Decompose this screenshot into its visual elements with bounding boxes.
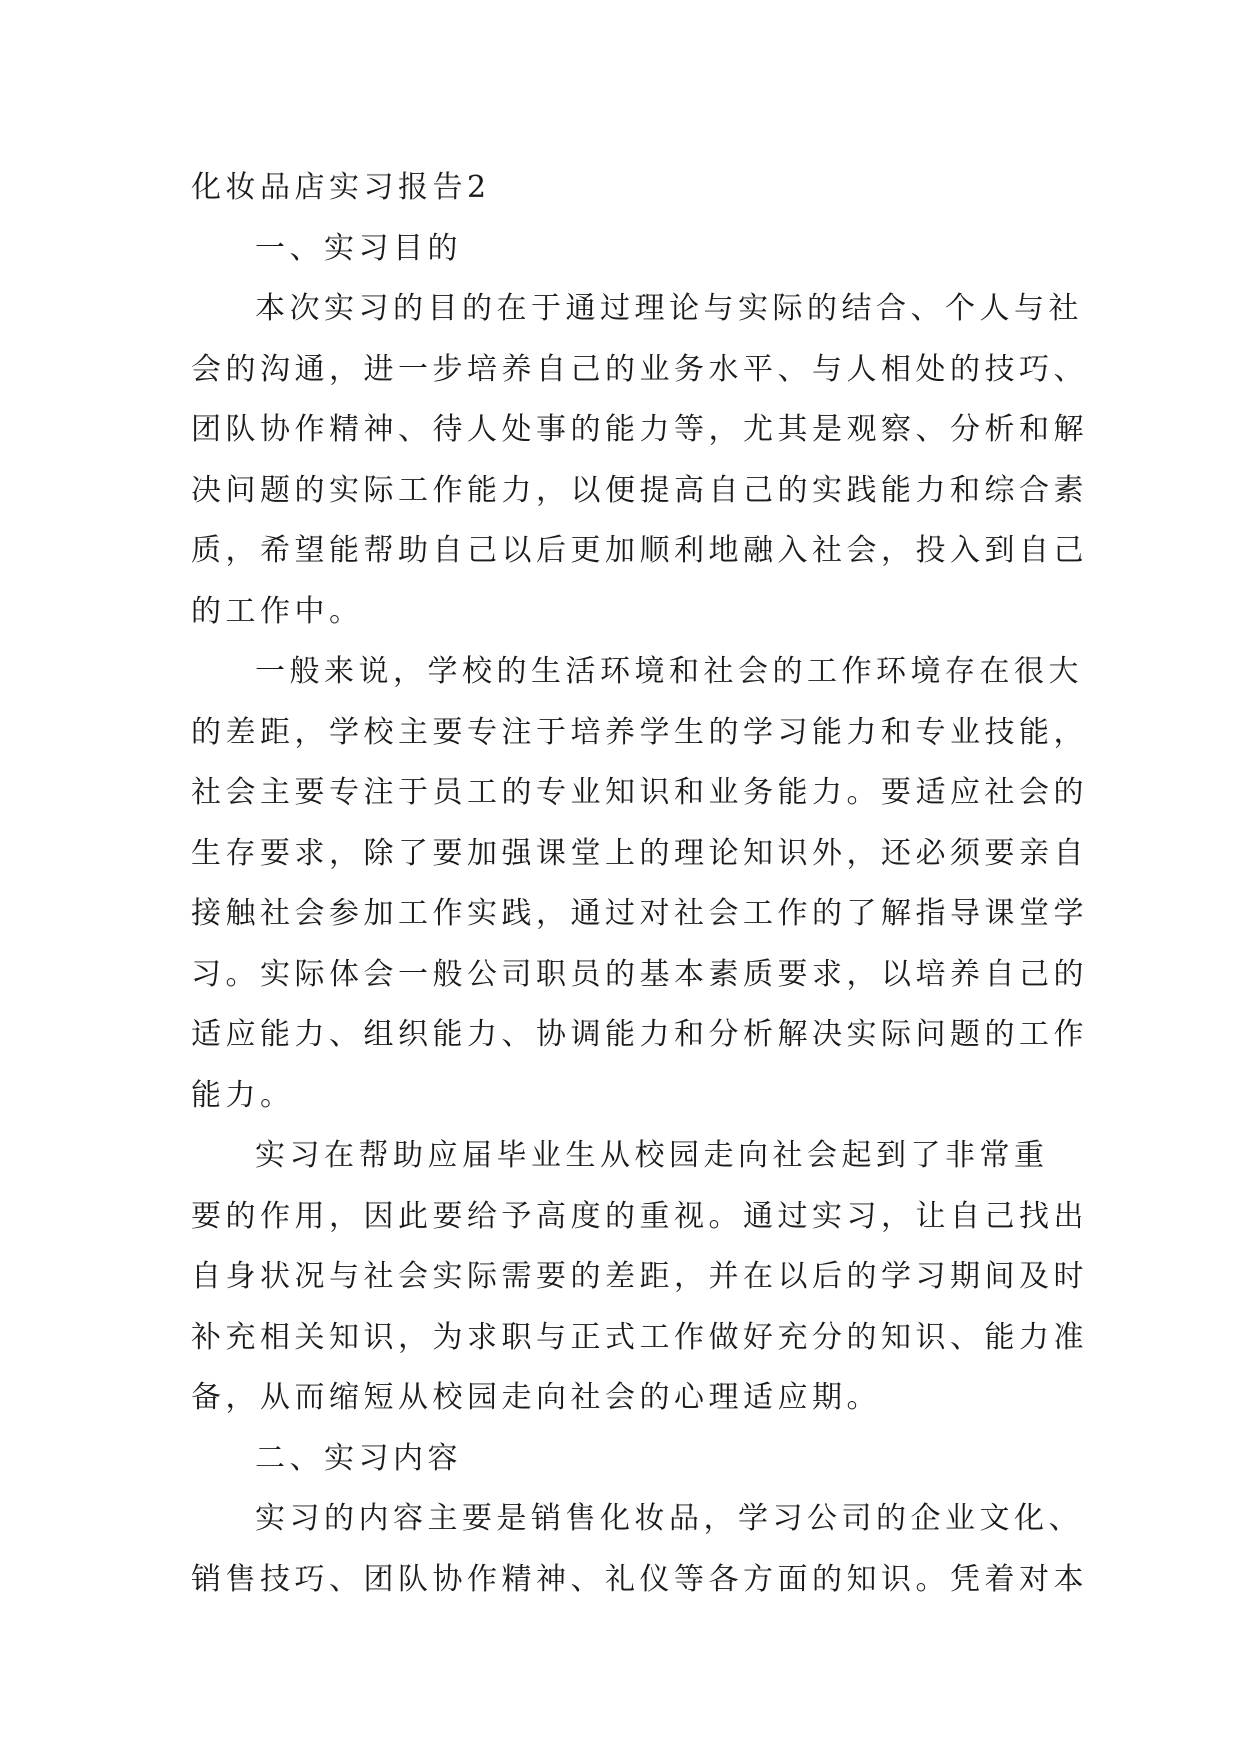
paragraph-line: 适应能力、组织能力、协调能力和分析解决实际问题的工作	[191, 1017, 1088, 1052]
paragraph-line: 补充相关知识，为求职与正式工作做好充分的知识、能力准	[191, 1319, 1088, 1355]
paragraph-line: 要的作用，因此要给予高度的重视。通过实习，让自己找出	[191, 1198, 1088, 1234]
paragraph-line: 团队协作精神、待人处事的能力等，尤其是观察、分析和解	[191, 412, 1088, 447]
paragraph-line: 会的沟通，进一步培养自己的业务水平、与人相处的技巧、	[191, 351, 1088, 387]
paragraph-line: 本次实习的目的在于通过理论与实际的结合、个人与社	[255, 291, 1083, 326]
paragraph-line: 质，希望能帮助自己以后更加顺利地融入社会，投入到自己	[191, 533, 1088, 568]
paragraph-line: 决问题的实际工作能力，以便提高自己的实践能力和综合素	[191, 472, 1088, 508]
section-heading-purpose: 一、实习目的	[255, 230, 462, 266]
paragraph-line: 实习在帮助应届毕业生从校园走向社会起到了非常重	[255, 1138, 1049, 1173]
paragraph-line: 能力。	[191, 1077, 295, 1113]
paragraph-line: 备，从而缩短从校园走向社会的心理适应期。	[191, 1380, 881, 1415]
paragraph-line: 社会主要专注于员工的专业知识和业务能力。要适应社会的	[191, 775, 1088, 810]
section-heading-content: 二、实习内容	[255, 1440, 462, 1476]
paragraph-line: 接触社会参加工作实践，通过对社会工作的了解指导课堂学	[191, 896, 1088, 931]
paragraph-line: 实习的内容主要是销售化妆品，学习公司的企业文化、	[255, 1501, 1083, 1536]
paragraph-line: 自身状况与社会实际需要的差距，并在以后的学习期间及时	[191, 1259, 1088, 1294]
paragraph-line: 销售技巧、团队协作精神、礼仪等各方面的知识。凭着对本	[191, 1561, 1088, 1597]
paragraph-line: 一般来说，学校的生活环境和社会的工作环境存在很大	[255, 654, 1083, 689]
paragraph-line: 的差距，学校主要专注于培养学生的学习能力和专业技能，	[191, 714, 1088, 750]
paragraph-line: 生存要求，除了要加强课堂上的理论知识外，还必须要亲自	[191, 835, 1088, 871]
paragraph-line: 的工作中。	[191, 593, 364, 629]
document-body	[191, 158, 1088, 1610]
paragraph-line: 习。实际体会一般公司职员的基本素质要求，以培养自己的	[191, 956, 1088, 992]
document-title: 化妆品店实习报告2	[191, 170, 491, 205]
